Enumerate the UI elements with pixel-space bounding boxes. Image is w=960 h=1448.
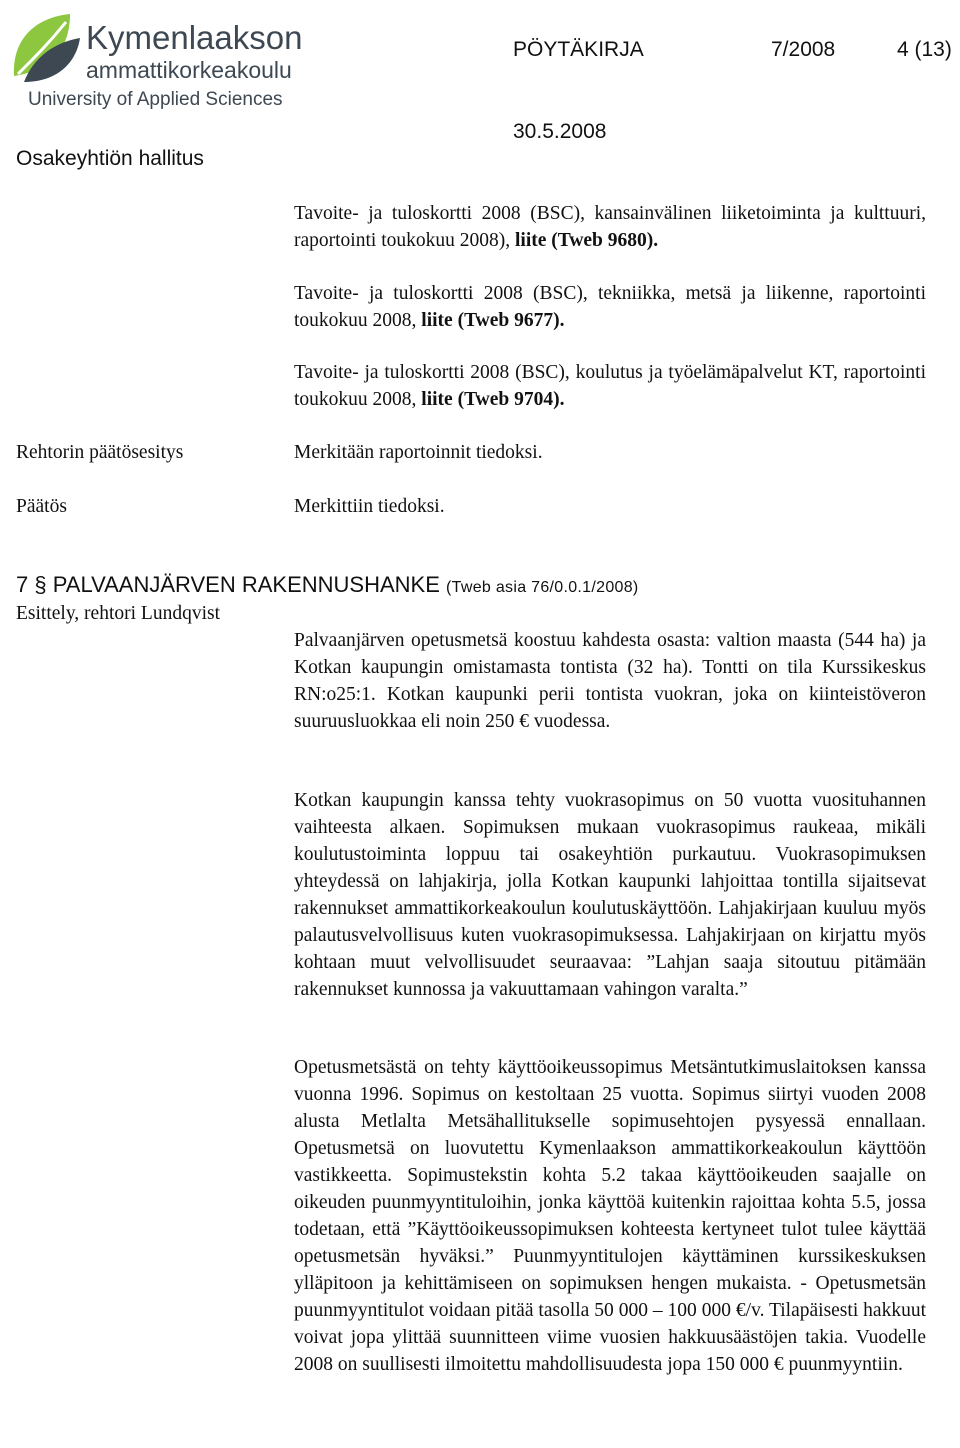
document-date: 30.5.2008 <box>513 120 607 143</box>
section-heading <box>16 572 639 598</box>
section-reference: (Tweb asia 76/0.0.1/2008) <box>446 579 639 596</box>
presenter-label: Esittely, rehtori Lundqvist <box>16 603 220 624</box>
logo-english-name: University of Applied Sciences <box>28 89 283 110</box>
university-logo <box>10 12 303 116</box>
document-type: PÖYTÄKIRJA <box>513 38 644 61</box>
proposal-text: Merkitään raportoinnit tiedoksi. <box>294 442 543 463</box>
logo-subname: ammattikorkeakoulu <box>86 57 292 83</box>
section-number: 7 <box>16 572 29 597</box>
page-number: 4 (13) <box>897 38 952 61</box>
attachment-item <box>294 359 926 413</box>
attachment-text: Tavoite- ja tuloskortti 2008 (BSC), kansainvälinen liiketoiminta ja kulttuuri, raportointi toukokuu 2008), <box>294 203 926 251</box>
logo-leaf-icon <box>10 12 84 88</box>
document-number: 7/2008 <box>771 38 836 61</box>
logo-name: Kymenlaakson <box>86 19 303 56</box>
body-paragraph: Opetusmetsästä on tehty käyttöoikeussopimus Metsäntutkimuslaitoksen kanssa vuonna 1996. Sopimus on kestoltaan 25 vuotta. Sopimus siirtyi vuoden 2008 alusta Metlalta Metsähallitukselle sopimusehtojen pysyessä ennallaan. Opetusmetsä on luovutettu Kymenlaakson ammattikorkeakoulun käyttöön vastikkeetta. Sopimustekstin kohta 5.2 takaa käyttöoikeuden saajalle on oikeuden puunmyyntituloihin, jonka käyttöä kuitenkin rajoittaa kohta 5.5, jossa todetaan, että ”Käyttöoikeussopimuksen kohteesta kertyneet tulot tulee käyttää opetusmetsän hyväksi.” Puunmyyntitulojen käyttäminen kurssikeskuksen ylläpitoon ja kehittämiseen on sopimuksen hengen mukaista. - Opetusmetsän puunmyyntitulot voidaan pitää tasolla 50 000 – 100 000 €/v. Tilapäisesti hakkuut voivat jopa ylittää suunnitteen viime vuosien hakkuusäästöjen takia. Vuodelle 2008 on suullisesti ilmoitettu mahdollisuudesta jopa 150 000 € puunmyyntiin. <box>294 1057 926 1375</box>
proposal-label: Rehtorin päätösesitys <box>16 442 184 463</box>
section-title: PALVAANJÄRVEN RAKENNUSHANKE <box>52 572 440 597</box>
attachment-ref: liite (Tweb 9704). <box>421 389 565 410</box>
attachment-ref: liite (Tweb 9677). <box>421 310 565 331</box>
section-mark: § <box>34 572 47 597</box>
body-paragraph: Palvaanjärven opetusmetsä koostuu kahdesta osasta: valtion maasta (544 ha) ja Kotkan kaupungin omistamasta tontista (32 ha). Tontti on tila Kurssikeskus RN:o25:1. Kotkan kaupunki perii tontista vuokran, joka on kiinteistöveron suuruusluokkaa eli noin 250 € vuodessa. <box>294 630 926 732</box>
attachment-item <box>294 280 926 334</box>
attachment-text: Tavoite- ja tuloskortti 2008 (BSC), tekniikka, metsä ja liikenne, raportointi toukokuu 2008, <box>294 283 926 331</box>
decision-text: Merkittiin tiedoksi. <box>294 496 445 517</box>
body-paragraph: Kotkan kaupungin kanssa tehty vuokrasopimus on 50 vuotta vuosituhannen vaihteesta alkaen. Sopimuksen mukaan vuokrasopimus raukeaa, mikäli koulutustoiminta loppuu tai osakeyhtiön purkautuu. Vuokrasopimuksen yhteydessä on lahjakirja, jolla Kotkan kaupunki lahjoittaa tontilla sijaitsevat rakennukset ammattikorkeakoulun koulutuskäyttöön. Lahjakirjaan kuuluu myös palautusvelvollisuus kuten vuokrasopimuksessa. Lahjakirjaan on kirjattu myös kohtaan muut velvollisuudet seuraavaa: ”Lahjan saaja sitoutuu pitämään rakennukset kunnossa ja vakuuttamaan vahingon varalta.” <box>294 790 926 1000</box>
attachment-text: Tavoite- ja tuloskortti 2008 (BSC), koulutus ja työelämäpalvelut KT, raportointi toukokuu 2008, <box>294 362 926 410</box>
decision-label: Päätös <box>16 496 67 517</box>
attachment-ref: liite (Tweb 9680). <box>514 230 659 251</box>
organization-name: Osakeyhtiön hallitus <box>16 147 204 170</box>
attachment-item <box>294 200 926 254</box>
